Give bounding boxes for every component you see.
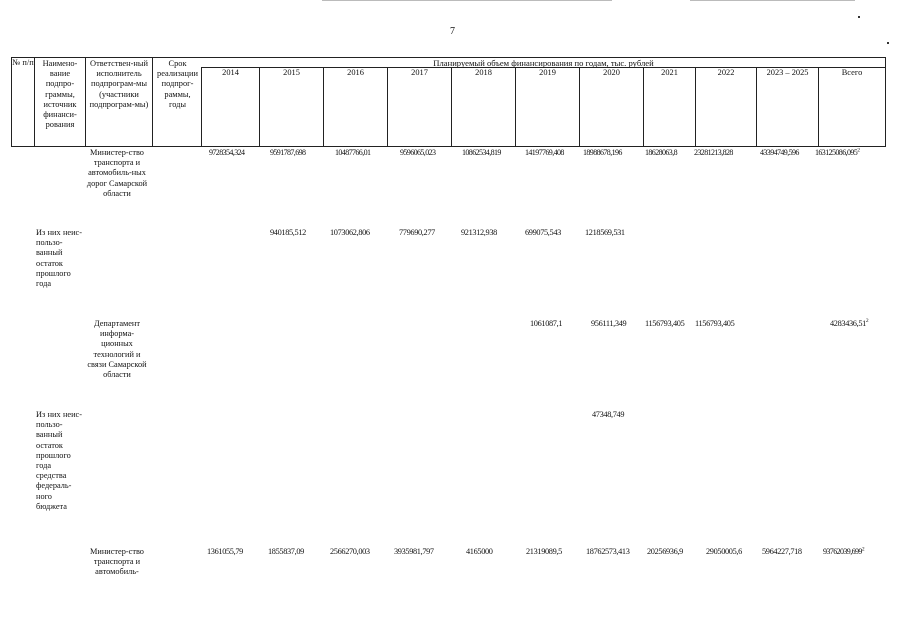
cell-2021: 1156793,405 <box>645 319 685 328</box>
cell-2019: 699075,543 <box>525 228 561 237</box>
header-year: 2021 <box>643 67 695 147</box>
header-year: 2014 <box>201 67 259 147</box>
cell-2015: 940185,512 <box>270 228 306 237</box>
cell-2018: 10862534,819 <box>462 148 501 157</box>
cell-2019: 14197769,408 <box>525 148 564 157</box>
cell-2020: 18988678,196 <box>583 148 622 157</box>
cell-2018: 921312,938 <box>461 228 497 237</box>
cell-2019: 1061087,1 <box>530 319 563 328</box>
row-executor: Министер-ство транспорта и автомобиль-ных дорог Самарской области <box>86 148 148 198</box>
page-number: 7 <box>450 26 455 37</box>
header-year: 2022 <box>695 67 756 147</box>
header-planned-volume: Планируемый объем финансирования по годам, тыс. рублей <box>202 57 885 68</box>
cell-2016: 10487766,01 <box>335 148 371 157</box>
header-year: 2016 <box>323 67 387 147</box>
cell-2023-2025: 5964227,718 <box>762 547 802 556</box>
cell-2016: 1073062,806 <box>330 228 370 237</box>
header-year: 2023 – 2025 <box>756 67 818 147</box>
cell-total: 4283436,51$^2$ <box>830 318 869 328</box>
cell-2022: 23281213,828 <box>694 148 733 157</box>
cell-2023-2025: 43394749,596 <box>760 148 799 157</box>
cell-2019: 21319089,5 <box>526 547 562 556</box>
header-num: № п/п <box>11 57 34 147</box>
row-name: Из них неис-пользо-ванный остаток прошлого года <box>36 228 82 289</box>
cell-2020: 1218569,531 <box>585 228 625 237</box>
row-executor: Департамент информа-ционных технологий и связи Самарской области <box>87 319 147 380</box>
cell-2021: 18628063,8 <box>645 148 678 157</box>
header-term: Срок реализации подпрог-раммы, годы <box>152 57 202 147</box>
header-total: Всего <box>818 67 885 147</box>
row-name: Из них неис-пользо-ванный остаток прошлого года средства федераль-ного бюджета <box>36 410 82 511</box>
header-year: 2018 <box>451 67 515 147</box>
header-executor: Ответствен-ный исполнитель подпрограм-мы (участники подпрограм-мы) <box>85 57 152 147</box>
header-year: 2017 <box>387 67 451 147</box>
cell-total: 93762039,699$^2$ <box>823 546 864 556</box>
header-year: 2020 <box>579 67 643 147</box>
cell-2014: 9728354,324 <box>209 148 245 157</box>
cell-2021: 20256936,9 <box>647 547 683 556</box>
cell-2016: 2566270,003 <box>330 547 370 556</box>
cell-2022: 29050005,6 <box>706 547 742 556</box>
scan-speck <box>858 16 860 18</box>
cell-2022: 1156793,405 <box>695 319 735 328</box>
cell-2017: 779690,277 <box>399 228 435 237</box>
cell-2018: 4165000 <box>466 547 493 556</box>
header-subprogram-name: Наимено-вание подпро-граммы, источник финанси-рования <box>34 57 85 147</box>
scan-edge-line <box>322 0 612 1</box>
header-year: 2015 <box>259 67 323 147</box>
cell-2020: 47348,749 <box>592 410 625 419</box>
row-executor: Министер-ство транспорта и автомобиль- <box>90 547 144 577</box>
header-year: 2019 <box>515 67 579 147</box>
scan-speck <box>887 42 889 44</box>
cell-2017: 9596065,023 <box>400 148 436 157</box>
cell-2017: 3935981,797 <box>394 547 434 556</box>
cell-2020: 18762573,413 <box>586 547 630 556</box>
cell-2015: 9591787,698 <box>270 148 306 157</box>
cell-2014: 1361055,79 <box>207 547 243 556</box>
cell-2020: 956111,349 <box>591 319 627 328</box>
table-header <box>11 57 886 147</box>
cell-2015: 1855837,09 <box>268 547 304 556</box>
scan-edge-line <box>690 0 855 1</box>
cell-total: 163125086,095$^2$ <box>815 147 860 157</box>
